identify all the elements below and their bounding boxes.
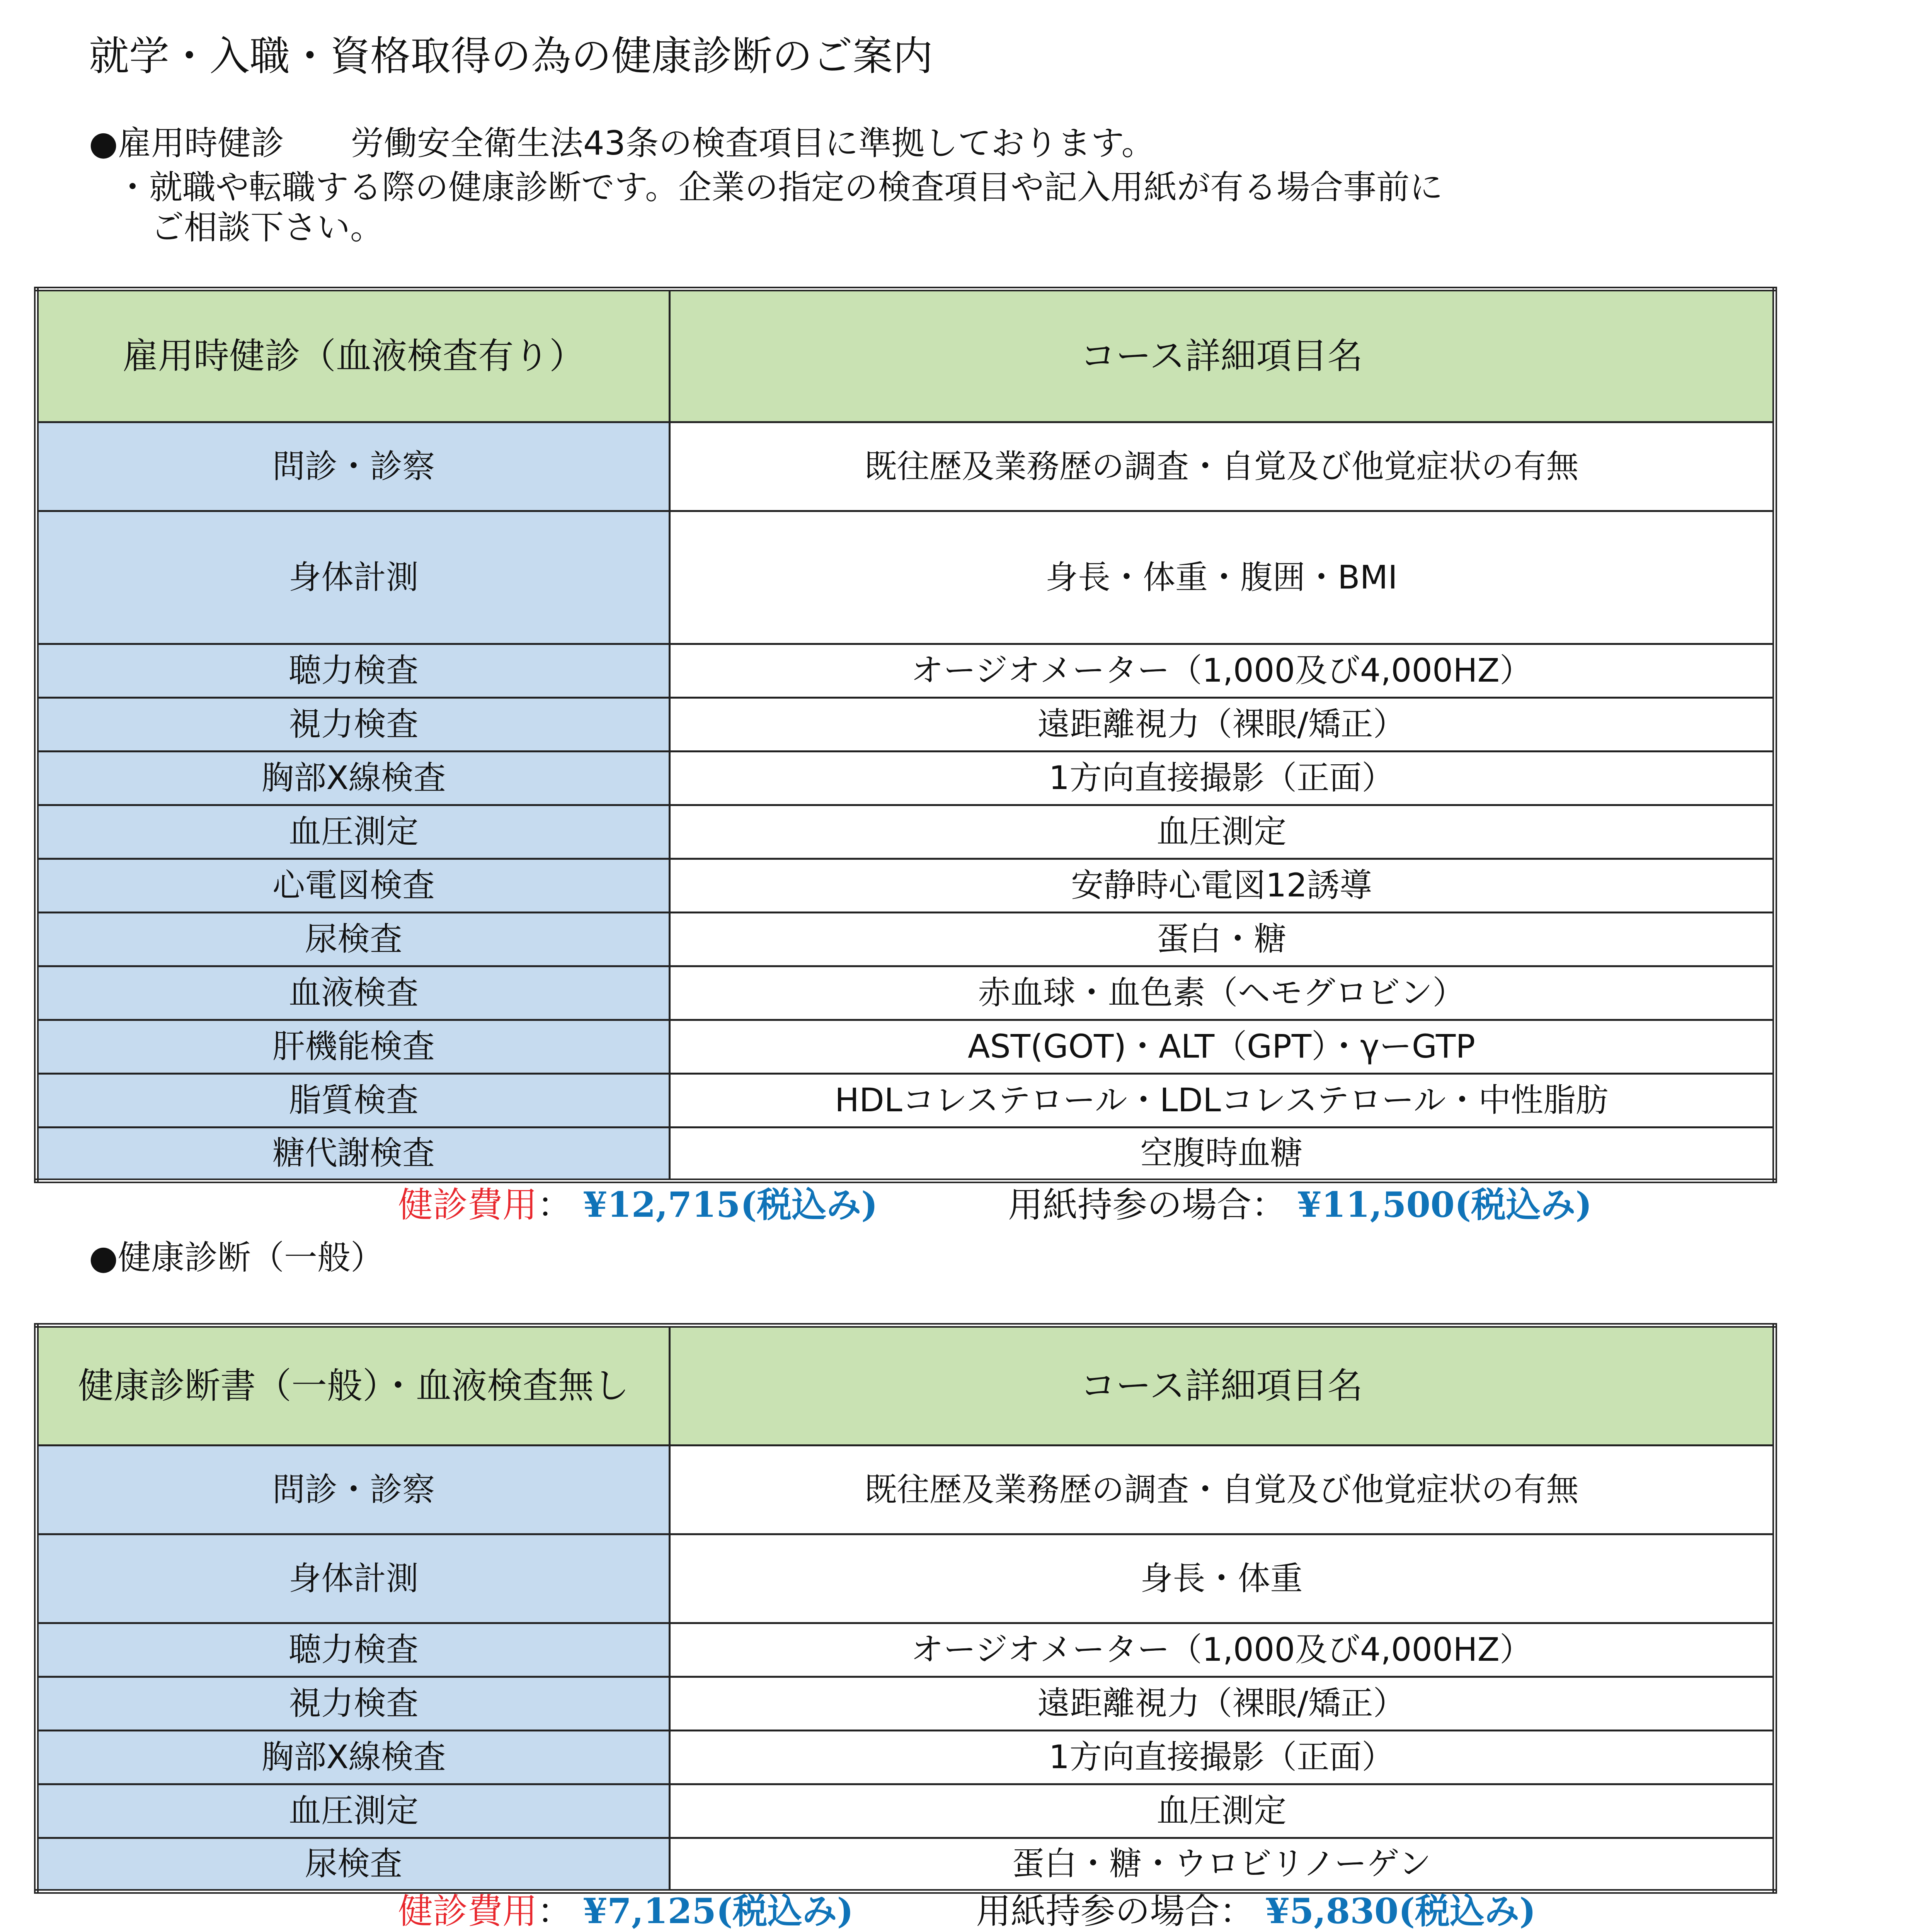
row-value: 既往歴及業務歴の調査・自覚及び他覚症状の有無 bbox=[670, 422, 1775, 511]
fee-colon: ： bbox=[537, 1891, 572, 1932]
fee-price: ¥7,125(税込み) bbox=[583, 1891, 854, 1932]
fee-price: ¥12,715(税込み) bbox=[583, 1184, 878, 1225]
row-value: 1方向直接撮影（正面） bbox=[670, 1730, 1775, 1784]
row-value: 遠距離視力（裸眼/矯正） bbox=[670, 1677, 1775, 1730]
table-row bbox=[36, 697, 1775, 751]
table-row bbox=[36, 751, 1775, 805]
section1-heading: ●雇用時健診 労働安全衛生法43条の検査項目に準拠しております。 bbox=[89, 124, 1155, 163]
table-header-course: 雇用時健診（血液検査有り） bbox=[36, 289, 670, 422]
paper-fee-price: ¥5,830(税込み) bbox=[1265, 1891, 1536, 1932]
row-label: 胸部X線検査 bbox=[36, 751, 670, 805]
row-label: 尿検査 bbox=[36, 1838, 670, 1891]
table-row bbox=[36, 1838, 1775, 1891]
row-label: 問診・診察 bbox=[36, 422, 670, 511]
row-label: 身体計測 bbox=[36, 1534, 670, 1623]
table-header-row bbox=[36, 289, 1775, 422]
section1-desc-line2: ご相談下さい。 bbox=[151, 208, 383, 247]
row-label: 尿検査 bbox=[36, 912, 670, 966]
row-value: オージオメーター（1,000及び4,000HZ） bbox=[670, 644, 1775, 697]
row-label: 問診・診察 bbox=[36, 1445, 670, 1534]
table-header-items: コース詳細項目名 bbox=[670, 289, 1775, 422]
row-value: 身長・体重 bbox=[670, 1534, 1775, 1623]
table-header-row bbox=[36, 1325, 1775, 1445]
table-row bbox=[36, 912, 1775, 966]
row-value: 遠距離視力（裸眼/矯正） bbox=[670, 697, 1775, 751]
row-label: 身体計測 bbox=[36, 511, 670, 644]
row-label: 視力検査 bbox=[36, 1677, 670, 1730]
row-label: 聴力検査 bbox=[36, 1623, 670, 1677]
table-row bbox=[36, 1784, 1775, 1838]
row-label: 血圧測定 bbox=[36, 805, 670, 859]
row-value: 既往歴及業務歴の調査・自覚及び他覚症状の有無 bbox=[670, 1445, 1775, 1534]
table-row bbox=[36, 1073, 1775, 1127]
table-row bbox=[36, 1127, 1775, 1181]
table-header-course: 健康診断書（一般）・血液検査無し bbox=[36, 1325, 670, 1445]
table-row bbox=[36, 1623, 1775, 1677]
row-label: 肝機能検査 bbox=[36, 1020, 670, 1073]
row-value: 血圧測定 bbox=[670, 1784, 1775, 1838]
section1-desc-line1: ・就職や転職する際の健康診断です。企業の指定の検査項目や記入用紙が有る場合事前に bbox=[116, 168, 1443, 207]
fee-line-employment bbox=[398, 1183, 1592, 1227]
row-value: 赤血球・血色素（ヘモグロビン） bbox=[670, 966, 1775, 1020]
row-value: 蛋白・糖 bbox=[670, 912, 1775, 966]
fee-line-general bbox=[398, 1889, 1536, 1932]
table-row bbox=[36, 1020, 1775, 1073]
row-value: 1方向直接撮影（正面） bbox=[670, 751, 1775, 805]
row-label: 脂質検査 bbox=[36, 1073, 670, 1127]
paper-fee-label: 用紙持参の場合： bbox=[976, 1891, 1255, 1932]
page-title: 就学・入職・資格取得の為の健康診断のご案内 bbox=[89, 32, 933, 80]
table-row bbox=[36, 1445, 1775, 1534]
row-value: HDLコレステロール・LDLコレステロール・中性脂肪 bbox=[670, 1073, 1775, 1127]
row-value: 安静時心電図12誘導 bbox=[670, 859, 1775, 912]
table-row bbox=[36, 1534, 1775, 1623]
row-value: 血圧測定 bbox=[670, 805, 1775, 859]
fee-label: 健診費用 bbox=[398, 1891, 537, 1932]
row-value: 身長・体重・腹囲・BMI bbox=[670, 511, 1775, 644]
row-label: 血液検査 bbox=[36, 966, 670, 1020]
table-row bbox=[36, 511, 1775, 644]
row-label: 胸部X線検査 bbox=[36, 1730, 670, 1784]
course-table-employment bbox=[34, 287, 1777, 1183]
section2-heading: ●健康診断（一般） bbox=[89, 1238, 384, 1277]
table-row bbox=[36, 859, 1775, 912]
row-label: 聴力検査 bbox=[36, 644, 670, 697]
row-value: 蛋白・糖・ウロビリノーゲン bbox=[670, 1838, 1775, 1891]
row-label: 視力検査 bbox=[36, 697, 670, 751]
table-row bbox=[36, 805, 1775, 859]
fee-colon: ： bbox=[537, 1185, 572, 1225]
paper-fee-price: ¥11,500(税込み) bbox=[1297, 1184, 1592, 1225]
table-row bbox=[36, 422, 1775, 511]
paper-fee-label: 用紙持参の場合： bbox=[1008, 1185, 1287, 1225]
table-header-items: コース詳細項目名 bbox=[670, 1325, 1775, 1445]
table-row bbox=[36, 1677, 1775, 1730]
row-value: オージオメーター（1,000及び4,000HZ） bbox=[670, 1623, 1775, 1677]
table-row bbox=[36, 966, 1775, 1020]
table-row bbox=[36, 1730, 1775, 1784]
row-label: 心電図検査 bbox=[36, 859, 670, 912]
row-label: 血圧測定 bbox=[36, 1784, 670, 1838]
row-value: 空腹時血糖 bbox=[670, 1127, 1775, 1181]
course-table-general bbox=[34, 1323, 1777, 1894]
fee-label: 健診費用 bbox=[398, 1185, 537, 1225]
row-value: AST(GOT)・ALT（GPT）・γーGTP bbox=[670, 1020, 1775, 1073]
row-label: 糖代謝検査 bbox=[36, 1127, 670, 1181]
table-row bbox=[36, 644, 1775, 697]
